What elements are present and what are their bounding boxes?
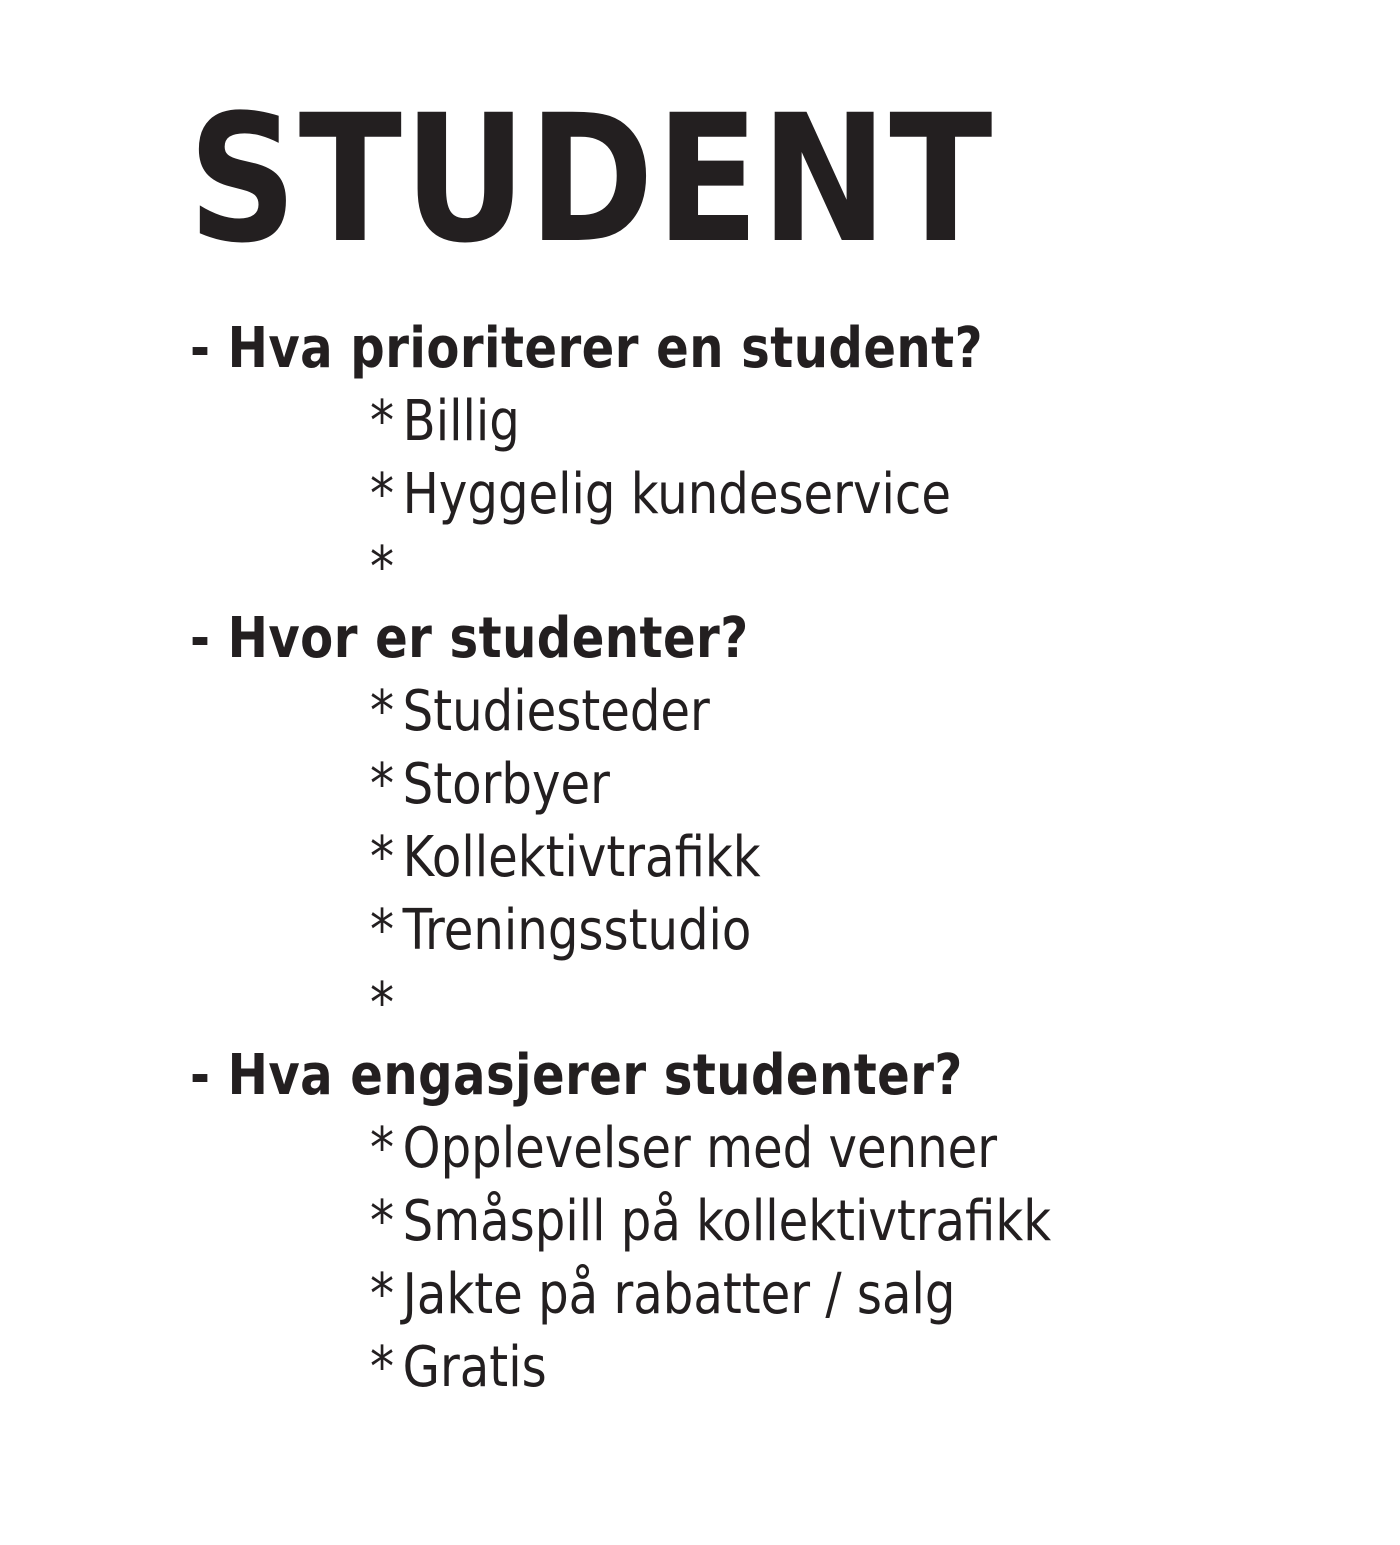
list-item-text: Studiesteder <box>402 679 710 744</box>
section-priorities <box>190 313 1340 604</box>
list-item-text: Småspill på kollektivtrafikk <box>402 1189 1052 1254</box>
list-item <box>370 675 1204 748</box>
asterisk-bullet: * <box>370 1335 395 1400</box>
asterisk-bullet: * <box>370 898 395 963</box>
asterisk-bullet: * <box>370 825 395 890</box>
asterisk-bullet: * <box>370 1116 395 1181</box>
bullet-list <box>190 675 1340 1040</box>
page-title: STUDENT <box>188 77 995 282</box>
list-item <box>370 1331 1204 1404</box>
asterisk-bullet: * <box>370 462 395 527</box>
list-item <box>370 385 1204 458</box>
list-item-text: Billig <box>402 389 520 454</box>
asterisk-bullet: * <box>370 971 395 1036</box>
section-heading: - Hva engasjerer studenter? <box>190 1043 963 1108</box>
list-item <box>370 821 1204 894</box>
list-item-text: Kollektivtrafikk <box>402 825 761 890</box>
asterisk-bullet: * <box>370 752 395 817</box>
list-item-text: Treningsstudio <box>402 898 752 963</box>
section-locations <box>190 603 1340 1040</box>
section-heading: - Hva prioriterer en student? <box>190 316 983 381</box>
bullet-list <box>190 1112 1340 1404</box>
list-item-text: Jakte på rabatter / salg <box>402 1262 956 1327</box>
asterisk-bullet: * <box>370 679 395 744</box>
asterisk-bullet: * <box>370 535 395 600</box>
section-engagement <box>190 1040 1340 1404</box>
bullet-list <box>190 385 1340 604</box>
asterisk-bullet: * <box>370 389 395 454</box>
asterisk-bullet: * <box>370 1262 395 1327</box>
list-item-text: Gratis <box>402 1335 547 1400</box>
list-item <box>370 1185 1204 1258</box>
list-item <box>370 748 1204 821</box>
section-heading: - Hvor er studenter? <box>190 606 749 671</box>
list-item-text: Opplevelser med venner <box>402 1116 998 1181</box>
list-item-text: Hyggelig kundeservice <box>402 462 951 527</box>
list-item <box>370 531 1204 604</box>
list-item <box>370 967 1204 1040</box>
list-item-text: Storbyer <box>402 752 610 817</box>
list-item <box>370 894 1204 967</box>
list-item <box>370 1112 1204 1185</box>
list-item <box>370 1258 1204 1331</box>
list-item <box>370 458 1204 531</box>
asterisk-bullet: * <box>370 1189 395 1254</box>
